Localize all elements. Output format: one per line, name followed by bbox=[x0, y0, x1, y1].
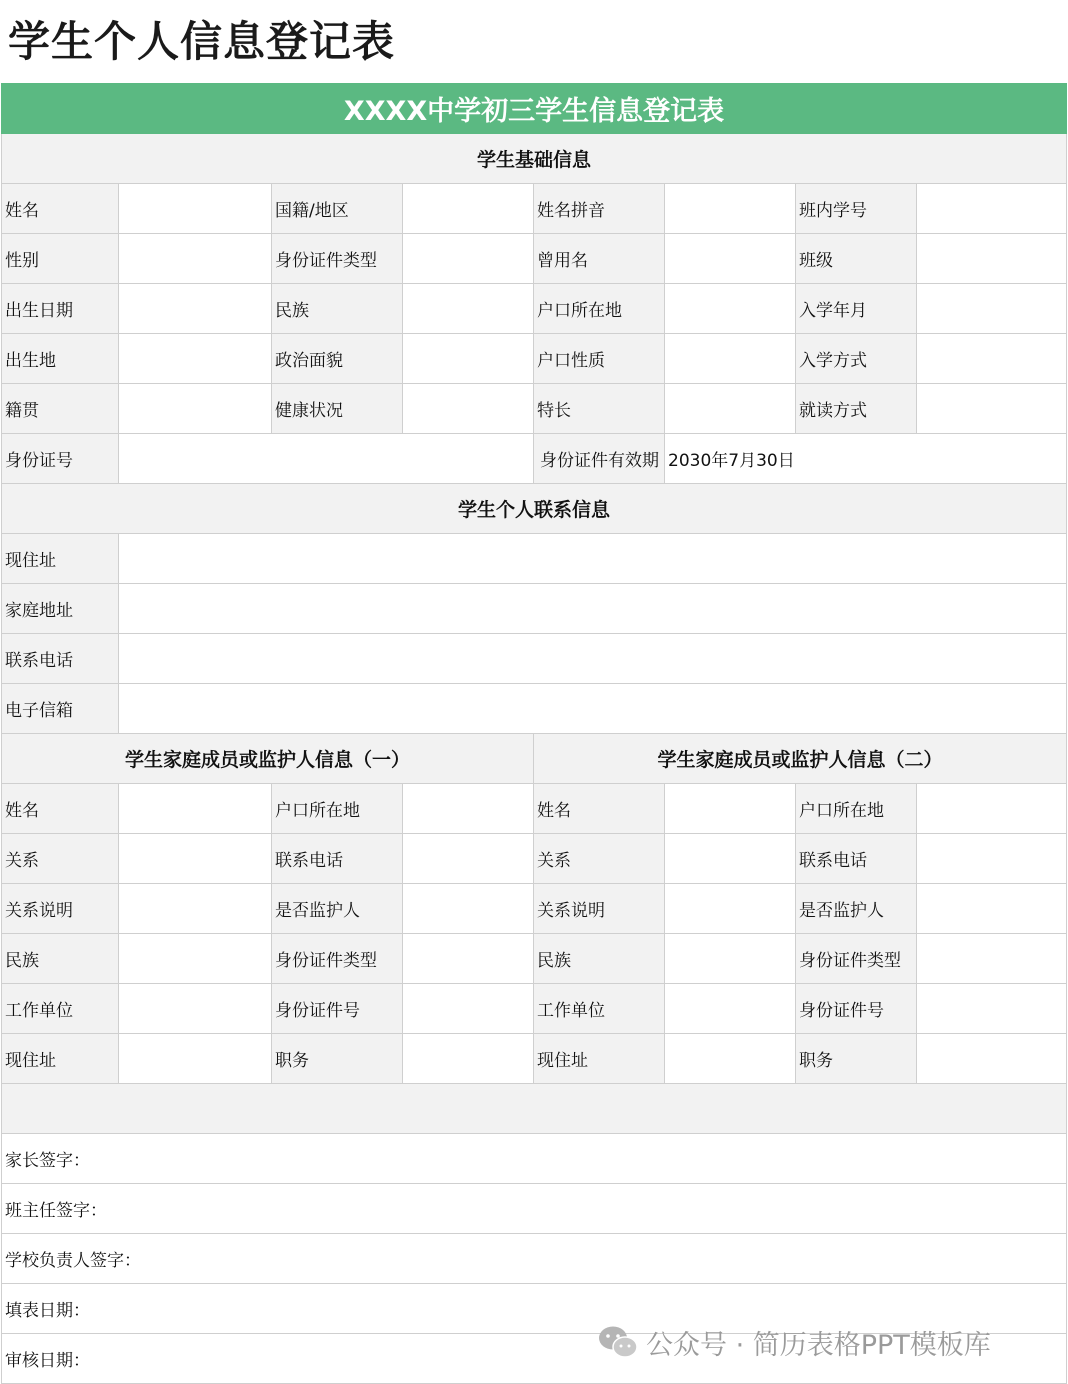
field-value[interactable] bbox=[665, 234, 796, 284]
contact-row bbox=[2, 534, 1067, 584]
guardian-label: 户口所在地 bbox=[272, 784, 403, 834]
field-label: 出生地 bbox=[2, 334, 119, 384]
field-value[interactable] bbox=[665, 284, 796, 334]
contact-row bbox=[2, 634, 1067, 684]
guardian-label: 姓名 bbox=[534, 784, 665, 834]
guardian-value[interactable] bbox=[403, 934, 534, 984]
id-number-label: 身份证号 bbox=[2, 434, 119, 484]
guardian-value[interactable] bbox=[665, 1034, 796, 1084]
guardian-label: 关系 bbox=[2, 834, 119, 884]
signature-parent[interactable]: 家长签字： bbox=[2, 1134, 1067, 1184]
guardian-value[interactable] bbox=[403, 884, 534, 934]
contact-label: 联系电话 bbox=[2, 634, 119, 684]
id-row bbox=[2, 434, 1067, 484]
guardian-label: 关系 bbox=[534, 834, 665, 884]
field-label: 户口所在地 bbox=[534, 284, 665, 334]
contact-value[interactable] bbox=[119, 584, 1067, 634]
contact-label: 电子信箱 bbox=[2, 684, 119, 734]
field-value[interactable] bbox=[403, 234, 534, 284]
registration-form bbox=[1, 83, 1067, 1384]
guardian-label: 联系电话 bbox=[796, 834, 917, 884]
section-guardian-2: 学生家庭成员或监护人信息（二） bbox=[534, 734, 1067, 784]
watermark-text: 公众号 · 简历表格PPT模板库 bbox=[646, 1329, 991, 1361]
guardian-value[interactable] bbox=[403, 984, 534, 1034]
field-label: 籍贯 bbox=[2, 384, 119, 434]
guardian-value[interactable] bbox=[119, 934, 272, 984]
field-label: 出生日期 bbox=[2, 284, 119, 334]
guardian-label: 职务 bbox=[796, 1034, 917, 1084]
contact-label: 现住址 bbox=[2, 534, 119, 584]
form-banner: XXXX中学初三学生信息登记表 bbox=[2, 84, 1067, 134]
field-label: 曾用名 bbox=[534, 234, 665, 284]
guardian-value[interactable] bbox=[665, 834, 796, 884]
field-value[interactable] bbox=[403, 334, 534, 384]
guardian-value[interactable] bbox=[917, 984, 1067, 1034]
field-label: 入学方式 bbox=[796, 334, 917, 384]
field-value[interactable] bbox=[917, 334, 1067, 384]
review-date[interactable]: 审核日期： bbox=[2, 1334, 1067, 1384]
guardian-value[interactable] bbox=[403, 834, 534, 884]
field-value[interactable] bbox=[403, 184, 534, 234]
guardian-value[interactable] bbox=[665, 984, 796, 1034]
guardian-label: 身份证件号 bbox=[272, 984, 403, 1034]
contact-value[interactable] bbox=[119, 634, 1067, 684]
field-label: 班级 bbox=[796, 234, 917, 284]
guardian-label: 民族 bbox=[534, 934, 665, 984]
field-value[interactable] bbox=[119, 184, 272, 234]
field-value[interactable] bbox=[119, 334, 272, 384]
guardian-label: 职务 bbox=[272, 1034, 403, 1084]
guardian-label: 关系说明 bbox=[534, 884, 665, 934]
wechat-icon bbox=[598, 1325, 638, 1359]
field-value[interactable] bbox=[403, 284, 534, 334]
field-label: 民族 bbox=[272, 284, 403, 334]
guardian-label: 现住址 bbox=[534, 1034, 665, 1084]
section-basic-info: 学生基础信息 bbox=[2, 134, 1067, 184]
guardian-value[interactable] bbox=[403, 784, 534, 834]
guardian-value[interactable] bbox=[665, 934, 796, 984]
field-value[interactable] bbox=[917, 384, 1067, 434]
contact-label: 家庭地址 bbox=[2, 584, 119, 634]
guardian-value[interactable] bbox=[119, 784, 272, 834]
guardian-label: 工作单位 bbox=[534, 984, 665, 1034]
guardian-value[interactable] bbox=[665, 884, 796, 934]
guardian-label: 户口所在地 bbox=[796, 784, 917, 834]
id-number-value[interactable] bbox=[119, 434, 534, 484]
field-value[interactable] bbox=[917, 284, 1067, 334]
guardian-row bbox=[2, 834, 1067, 884]
field-label: 班内学号 bbox=[796, 184, 917, 234]
field-label: 国籍/地区 bbox=[272, 184, 403, 234]
field-value[interactable] bbox=[119, 234, 272, 284]
id-validity-value[interactable]: 2030年7月30日 bbox=[665, 434, 1067, 484]
contact-row bbox=[2, 684, 1067, 734]
signature-head-teacher[interactable]: 班主任签字： bbox=[2, 1184, 1067, 1234]
guardian-value[interactable] bbox=[665, 784, 796, 834]
guardian-label: 联系电话 bbox=[272, 834, 403, 884]
guardian-value[interactable] bbox=[403, 1034, 534, 1084]
field-value[interactable] bbox=[119, 384, 272, 434]
basic-row bbox=[2, 184, 1067, 234]
page-title: 学生个人信息登记表 bbox=[8, 17, 396, 66]
guardian-value[interactable] bbox=[119, 884, 272, 934]
field-label: 特长 bbox=[534, 384, 665, 434]
field-value[interactable] bbox=[119, 284, 272, 334]
guardian-row bbox=[2, 784, 1067, 834]
field-value[interactable] bbox=[917, 184, 1067, 234]
field-label: 政治面貌 bbox=[272, 334, 403, 384]
field-label: 就读方式 bbox=[796, 384, 917, 434]
guardian-row bbox=[2, 934, 1067, 984]
fill-date[interactable]: 填表日期： bbox=[2, 1284, 1067, 1334]
field-label: 性别 bbox=[2, 234, 119, 284]
guardian-row bbox=[2, 884, 1067, 934]
field-label: 户口性质 bbox=[534, 334, 665, 384]
id-validity-label: 身份证件有效期 bbox=[534, 434, 665, 484]
field-label: 姓名 bbox=[2, 184, 119, 234]
field-label: 健康状况 bbox=[272, 384, 403, 434]
guardian-value[interactable] bbox=[119, 834, 272, 884]
field-value[interactable] bbox=[665, 184, 796, 234]
guardian-label: 是否监护人 bbox=[796, 884, 917, 934]
guardian-label: 身份证件类型 bbox=[272, 934, 403, 984]
field-value[interactable] bbox=[403, 384, 534, 434]
signature-school-principal[interactable]: 学校负责人签字： bbox=[2, 1234, 1067, 1284]
guardian-row bbox=[2, 984, 1067, 1034]
field-label: 姓名拼音 bbox=[534, 184, 665, 234]
guardian-label: 是否监护人 bbox=[272, 884, 403, 934]
guardian-value[interactable] bbox=[917, 934, 1067, 984]
contact-value[interactable] bbox=[119, 684, 1067, 734]
guardian-value[interactable] bbox=[917, 1034, 1067, 1084]
guardian-value[interactable] bbox=[917, 834, 1067, 884]
basic-row bbox=[2, 284, 1067, 334]
guardian-label: 现住址 bbox=[2, 1034, 119, 1084]
guardian-label: 关系说明 bbox=[2, 884, 119, 934]
guardian-value[interactable] bbox=[119, 1034, 272, 1084]
contact-value[interactable] bbox=[119, 534, 1067, 584]
guardian-label: 姓名 bbox=[2, 784, 119, 834]
field-value[interactable] bbox=[665, 334, 796, 384]
contact-row bbox=[2, 584, 1067, 634]
basic-row bbox=[2, 384, 1067, 434]
guardian-row bbox=[2, 1034, 1067, 1084]
field-value[interactable] bbox=[665, 384, 796, 434]
guardian-label: 身份证件类型 bbox=[796, 934, 917, 984]
section-contact-info: 学生个人联系信息 bbox=[2, 484, 1067, 534]
guardian-label: 身份证件号 bbox=[796, 984, 917, 1034]
field-label: 入学年月 bbox=[796, 284, 917, 334]
watermark bbox=[598, 1322, 991, 1362]
field-value[interactable] bbox=[917, 234, 1067, 284]
section-guardian-1: 学生家庭成员或监护人信息（一） bbox=[2, 734, 534, 784]
basic-row bbox=[2, 234, 1067, 284]
guardian-label: 工作单位 bbox=[2, 984, 119, 1034]
guardian-value[interactable] bbox=[119, 984, 272, 1034]
field-label: 身份证件类型 bbox=[272, 234, 403, 284]
guardian-label: 民族 bbox=[2, 934, 119, 984]
basic-row bbox=[2, 334, 1067, 384]
blank-divider-row bbox=[2, 1084, 1067, 1134]
guardian-value[interactable] bbox=[917, 784, 1067, 834]
guardian-value[interactable] bbox=[917, 884, 1067, 934]
